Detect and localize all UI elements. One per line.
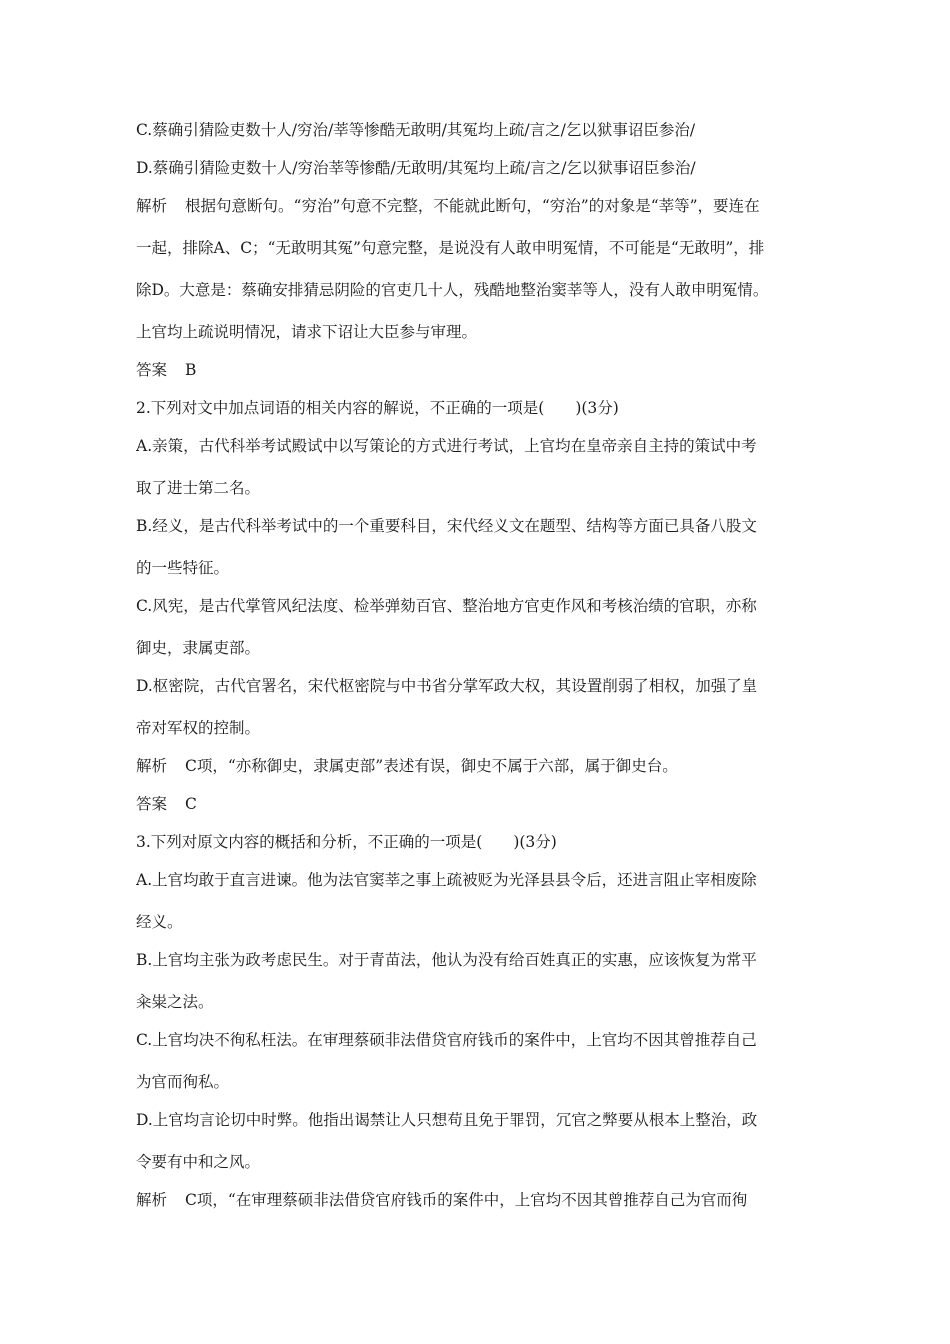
line-text: D.上官均言论切中时弊。他指出谒禁让人只想苟且免于罪罚，冗官之弊要从根本上整治，政 xyxy=(136,1111,758,1129)
annotation-label: 答案 xyxy=(136,361,168,379)
text-line xyxy=(136,1028,757,1050)
line-text: C.风宪，是古代掌管风纪法度、检举弹劾百官、整治地方官吏作风和考核治绩的官职，亦称 xyxy=(136,597,757,615)
line-text: C.蔡确引猜险吏数十人/穷治/莘等惨酷无敢明/其冤均上疏/言之/乞以狱事诏臣参治/ xyxy=(136,121,696,139)
line-text: 为官而徇私。 xyxy=(136,1073,230,1091)
line-text: 帝对军权的控制。 xyxy=(136,719,261,737)
line-text: 3.下列对原文内容的概括和分析，不正确的一项是( )(3分) xyxy=(136,833,557,851)
line-text: B.上官均主张为政考虑民生。对于青苗法，他认为没有给百姓真正的实惠，应该恢复为常平 xyxy=(136,951,757,969)
line-text: D.枢密院，古代官署名，宋代枢密院与中书省分掌军政大权，其设置削弱了相权，加强了皇 xyxy=(136,677,758,695)
annotation-line xyxy=(136,754,678,776)
text-line xyxy=(136,1108,757,1130)
text-line xyxy=(136,990,214,1012)
line-text: A.上官均敢于直言进谏。他为法官窦莘之事上疏被贬为光泽县县令后，还进言阻止宰相废除 xyxy=(136,871,757,889)
line-text: 的一些特征。 xyxy=(136,559,230,577)
annotation-label: 答案 xyxy=(136,795,168,813)
text-line xyxy=(136,118,695,140)
text-line xyxy=(136,476,260,498)
line-text: 2.下列对文中加点词语的相关内容的解说，不正确的一项是( )(3分) xyxy=(136,399,619,417)
line-text: C.上官均决不徇私枉法。在审理蔡硕非法借贷官府钱币的案件中，上官均不因其曾推荐自己 xyxy=(136,1031,757,1049)
text-line xyxy=(136,594,757,616)
annotation-label: 解析 xyxy=(136,197,168,215)
annotation-line xyxy=(136,358,196,380)
text-line xyxy=(136,1070,229,1092)
line-text: B xyxy=(185,361,197,379)
line-text: 根据句意断句。“穷治”句意不完整，不能就此断句，“穷治”的对象是“莘等”，要连在 xyxy=(185,197,760,215)
text-line xyxy=(136,674,757,696)
line-text: C项，“在审理蔡硕非法借贷官府钱币的案件中，上官均不因其曾推荐自己为官而徇 xyxy=(185,1191,748,1209)
text-line xyxy=(136,556,229,578)
text-line xyxy=(136,716,260,738)
line-text: 除D。大意是：蔡确安排猜忌阴险的官吏几十人，残酷地整治窦莘等人，没有人敢申明冤情。 xyxy=(136,281,769,299)
line-text: 御史，隶属吏部。 xyxy=(136,639,261,657)
line-text: B.经义，是古代科举考试中的一个重要科目，宋代经义文在题型、结构等方面已具备八股文 xyxy=(136,517,757,535)
text-line xyxy=(136,236,764,258)
line-text: D.蔡确引猜险吏数十人/穷治莘等惨酷/无敢明/其冤均上疏/言之/乞以狱事诏臣参治/ xyxy=(136,159,696,177)
annotation-line xyxy=(136,792,197,814)
line-text: A.亲策，古代科举考试殿试中以写策论的方式进行考试，上官均在皇帝亲自主持的策试中考 xyxy=(136,437,757,455)
annotation-label: 解析 xyxy=(136,1191,168,1209)
line-text: 上官均上疏说明情况，请求下诏让大臣参与审理。 xyxy=(136,323,478,341)
text-line xyxy=(136,156,696,178)
text-line xyxy=(136,830,557,852)
text-line xyxy=(136,396,619,418)
text-line xyxy=(136,1150,260,1172)
text-line xyxy=(136,278,768,300)
annotation-line xyxy=(136,194,760,216)
text-line xyxy=(136,910,183,932)
line-text: 一起，排除A、C；“无敢明其冤”句意完整，是说没有人敢申明冤情，不可能是“无敢明”，排 xyxy=(136,239,765,257)
annotation-line xyxy=(136,1188,747,1210)
text-line xyxy=(136,948,757,970)
text-line xyxy=(136,868,757,890)
text-line xyxy=(136,434,757,456)
text-line xyxy=(136,320,477,342)
text-line xyxy=(136,514,757,536)
line-text: 令要有中和之风。 xyxy=(136,1153,261,1171)
line-text: C xyxy=(185,795,197,813)
line-text: 取了进士第二名。 xyxy=(136,479,261,497)
annotation-label: 解析 xyxy=(136,757,168,775)
line-text: 籴粜之法。 xyxy=(136,993,214,1011)
line-text: C项，“亦称御史，隶属吏部”表述有误，御史不属于六部，属于御史台。 xyxy=(185,757,678,775)
text-line xyxy=(136,636,260,658)
line-text: 经义。 xyxy=(136,913,183,931)
